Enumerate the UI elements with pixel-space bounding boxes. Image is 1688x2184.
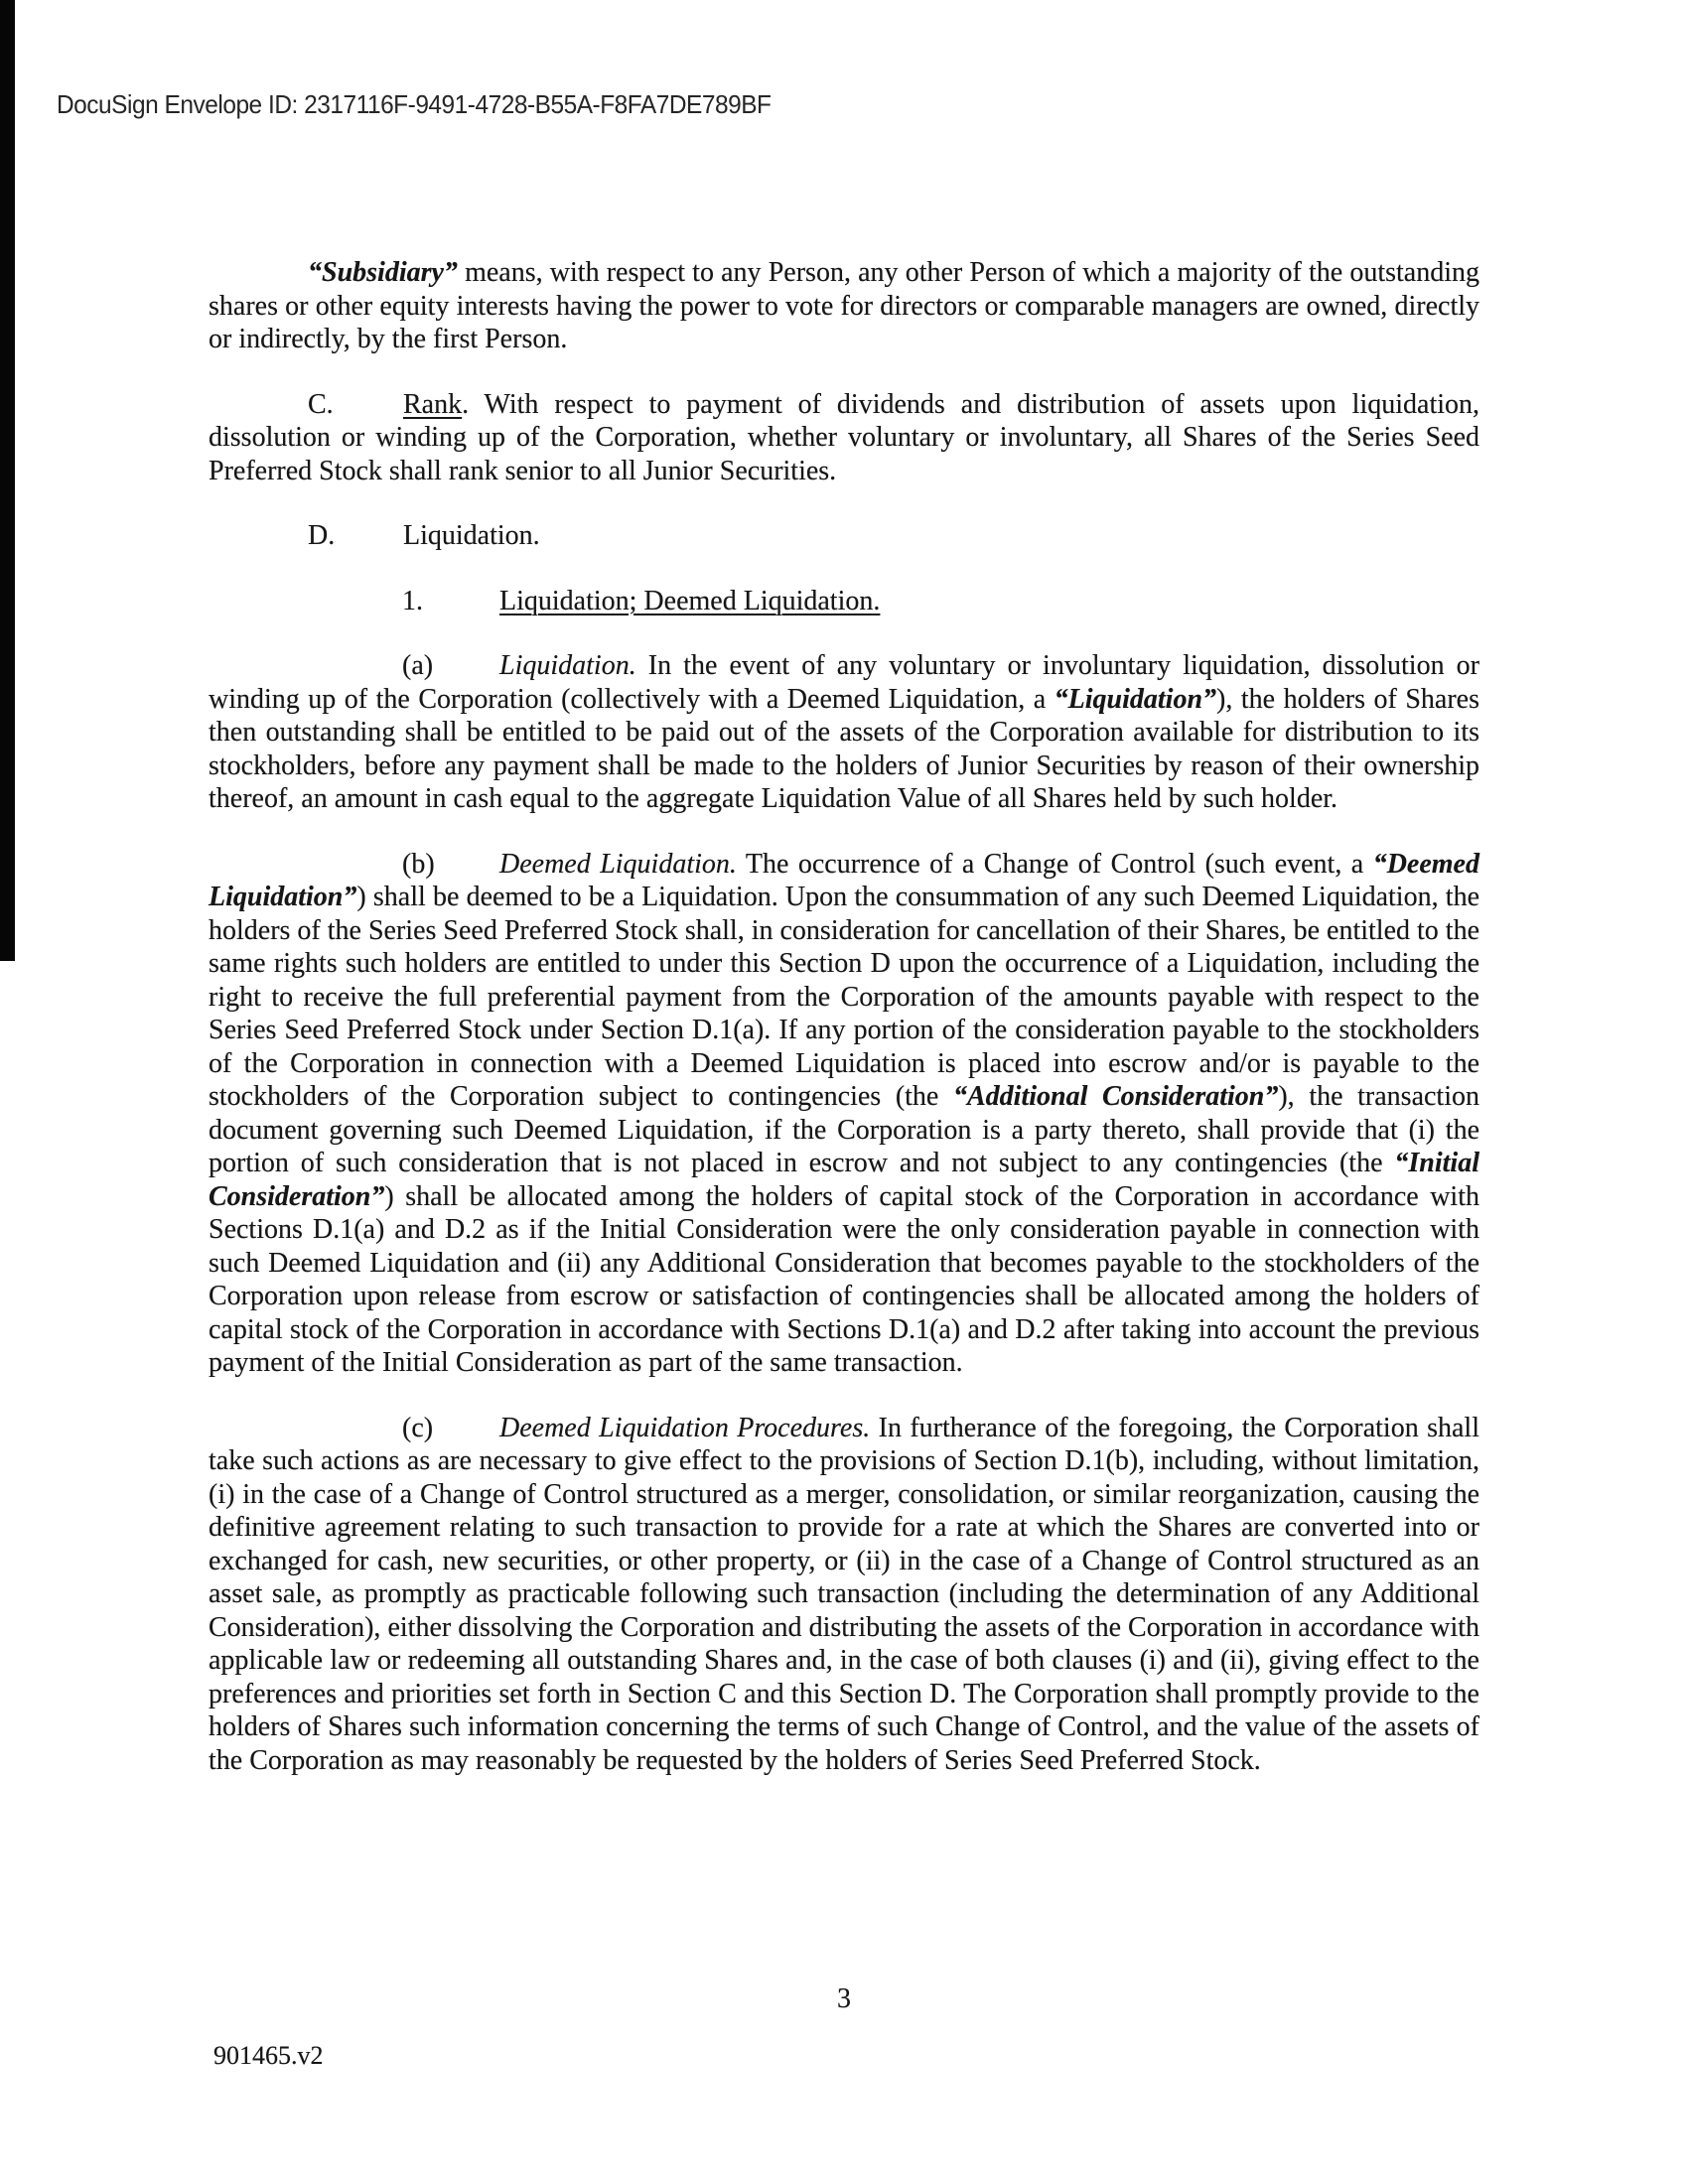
section-label-c: C. (308, 388, 334, 420)
document-body (209, 256, 1479, 1809)
run-in-heading-deemed-liquidation: Deemed Liquidation. (499, 848, 737, 880)
paragraph-liquidation-heading (209, 519, 1479, 553)
docusign-envelope-id: DocuSign Envelope ID: 2317116F-9491-4728-B55A-F8FA7DE789BF (57, 89, 772, 119)
item-label-c: (c) (402, 1412, 434, 1443)
page-number: 3 (837, 1983, 851, 2014)
paragraph-c-deemed-liquidation-procedures (209, 1412, 1479, 1778)
paragraph-b-deemed-liquidation (209, 848, 1479, 1380)
document-version-number: 901465.v2 (213, 2041, 324, 2070)
paragraph-text: ), the transaction document governing such Deemed Liquidation, if the Corporation is a party thereto, shall provide that (i) the portion of such consideration that is not placed in escrow and not subject to any contingencies (the (209, 1081, 1479, 1178)
paragraph-text: The occurrence of a Change of Control (such event, a (736, 848, 1373, 880)
paragraph-text: . With respect to payment of dividends and distribution of assets upon liquidation, dissolution or winding up of the Corporation, whether voluntary or involuntary, all Shares of the Series Seed Preferred Stock shall rank senior to all Junior Securities. (209, 388, 1479, 486)
paragraph-text: ) shall be allocated among the holders of capital stock of the Corporation in accordance with Sections D.1(a) and D.2 as if the Initial Consideration were the only consideration payable in connection with such Deemed Liquidation and (ii) any Additional Consideration that becomes payable to the stockholders of the Corporation upon release from escrow or satisfaction of contingencies shall be allocated among the holders of capital stock of the Corporation in accordance with Sections D.1(a) and D.2 after taking into account the previous payment of the Initial Consideration as part of the same transaction. (209, 1180, 1479, 1378)
section-heading-rank: Rank (403, 388, 463, 420)
paragraph-item1-heading (209, 585, 1479, 618)
item-label-1: 1. (402, 585, 423, 616)
defined-term-deemed-liquidation: “Deemed Liquidation” (209, 848, 1479, 912)
paragraph-text: ), the holders of Shares then outstanding shall be entitled to be paid out of the assets of the Corporation available for distribution to its stockholders, before any payment shall be made to the holders of Junior Securities by reason of their ownership thereof, an amount in cash equal to the aggregate Liquidation Value of all Shares held by such holder. (209, 683, 1479, 814)
defined-term-liquidation: “Liquidation” (1054, 683, 1217, 715)
paragraph-subsidiary-definition (209, 256, 1479, 356)
run-in-heading-liquidation: Liquidation. (499, 650, 636, 681)
section-label-d: D. (308, 520, 336, 551)
run-in-heading-deemed-liquidation-procedures: Deemed Liquidation Procedures. (499, 1412, 871, 1443)
paragraph-text: In furtherance of the foregoing, the Corporation shall take such actions as are necessary to give effect to the provisions of Section D.1(b), including, without limitation, (i) in the case of a Change of Control structured as a merger, consolidation, or similar reorganization, causing the definitive agreement relating to such transaction to provide for a rate at which the Shares are converted into or exchanged for cash, new securities, or other property, or (ii) in the case of a Change of Control structured as an asset sale, as promptly as practicable following such transaction (including the determination of any Additional Consideration), either dissolving the Corporation and distributing the assets of the Corporation in accordance with applicable law or redeeming all outstanding Shares and, in the case of both clauses (i) and (ii), giving effect to the preferences and priorities set forth in Section C and this Section D. The Corporation shall promptly provide to the holders of Shares such information concerning the terms of such Change of Control, and the value of the assets of the Corporation as may reasonably be requested by the holders of Series Seed Preferred Stock. (209, 1412, 1479, 1776)
item-heading-liquidation-deemed-liquidation: Liquidation; Deemed Liquidation. (499, 585, 881, 616)
defined-term-initial-consideration: “Initial Consideration” (209, 1148, 1479, 1212)
paragraph-rank (209, 388, 1479, 488)
paragraph-text: ) shall be deemed to be a Liquidation. Upon the consummation of any such Deemed Liquidation, the holders of the Series Seed Preferred Stock shall, in consideration for cancellation of their Shares, be entitled to the same rights such holders are entitled to under this Section D upon the occurrence of a Liquidation, including the right to receive the full preferential payment from the Corporation of the amounts payable with respect to the Series Seed Preferred Stock under Section D.1(a). If any portion of the consideration payable to the stockholders of the Corporation in connection with a Deemed Liquidation is placed into escrow and/or is payable to the stockholders of the Corporation subject to contingencies (the (209, 882, 1479, 1112)
section-heading-liquidation: Liquidation. (403, 520, 540, 551)
item-label-a: (a) (402, 650, 434, 681)
paragraph-text: In the event of any voluntary or involuntary liquidation, dissolution or winding up of the Corporation (collectively with a Deemed Liquidation, a (209, 650, 1479, 715)
scan-artifact-left-bar (0, 0, 15, 961)
defined-term-additional-consideration: “Additional Consideration” (952, 1081, 1279, 1112)
defined-term-subsidiary: “Subsidiary” (308, 257, 458, 288)
item-label-b: (b) (402, 848, 435, 880)
paragraph-text: means, with respect to any Person, any other Person of which a majority of the outstanding shares or other equity interests having the power to vote for directors or comparable managers are owned, directly or indirectly, by the first Person. (209, 257, 1479, 354)
paragraph-a-liquidation (209, 649, 1479, 816)
